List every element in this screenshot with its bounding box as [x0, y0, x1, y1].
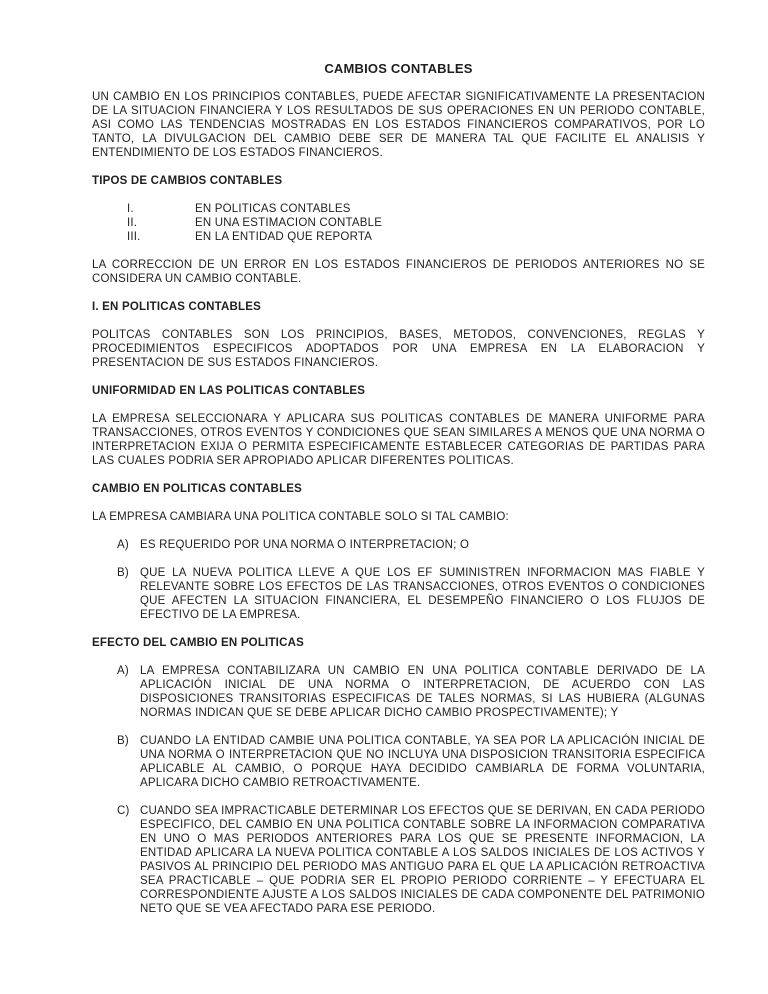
list-item-text: EN UNA ESTIMACION CONTABLE	[195, 217, 383, 229]
list-item-text: ES REQUERIDO POR UNA NORMA O INTERPRETACION; O	[140, 539, 470, 551]
correction-note-paragraph: LA CORRECCION DE UN ERROR EN LOS ESTADOS FINANCIEROS DE PERIODOS ANTERIORES NO SE CONSIDERA UN CAMBIO CONTABLE.	[92, 259, 705, 285]
section-heading-uniformidad: UNIFORMIDAD EN LAS POLITICAS CONTABLES	[92, 385, 366, 397]
list-item	[92, 202, 705, 216]
cambio-lead-paragraph: LA EMPRESA CAMBIARA UNA POLITICA CONTABLE SOLO SI TAL CAMBIO:	[92, 511, 509, 523]
tipos-list	[92, 202, 705, 244]
list-item	[92, 216, 705, 230]
list-marker: III.	[127, 231, 141, 243]
page-title: CAMBIOS CONTABLES	[324, 61, 473, 76]
list-marker: B)	[117, 735, 129, 747]
list-item-text: CUANDO SEA IMPRACTICABLE DETERMINAR LOS EFECTOS QUE SE DERIVAN, EN CADA PERIODO ESPECIFICO, DEL CAMBIO EN UNA POLITICA CONTABLE SOBRE LA INFORMACION COMPARATIVA EN UNO O MAS PERIODOS ANTERIORES PARA LOS QUE SE PRESENTE INFORMACION, LA ENTIDAD APLICARA LA NUEVA POLITICA CONTABLE A LOS SALDOS INICIALES DE LOS ACTIVOS Y PASIVOS AL PRINCIPIO DEL PERIODO MAS ANTIGUO PARA EL QUE LA APLICACIÓN RETROACTIVA SEA PRACTICABLE – QUE PODRIA SER EL PROPIO PERIODO CORRIENTE – Y EFECTUARA EL CORRESPONDIENTE AJUSTE A LOS SALDOS INICIALES DE CADA COMPONENTE DEL PATRIMONIO NETO QUE SE VEA AFECTADO PARA ESE PERIODO.	[140, 805, 705, 915]
list-marker: A)	[117, 665, 129, 677]
list-item	[92, 538, 705, 552]
list-marker: B)	[117, 567, 129, 579]
list-item-text: LA EMPRESA CONTABILIZARA UN CAMBIO EN UNA POLITICA CONTABLE DERIVADO DE LA APLICACIÓN INICIAL DE UNA NORMA O INTERPRETACION, DE ACUERDO CON LAS DISPOSICIONES TRANSITORIAS ESPECIFICAS DE TALES NORMAS, SI LAS HUBIERA (ALGUNAS NORMAS INDICAN QUE SE DEBE APLICAR DICHO CAMBIO PROSPECTIVAMENTE); Y	[140, 665, 705, 719]
uniformidad-paragraph: LA EMPRESA SELECCIONARA Y APLICARA SUS POLITICAS CONTABLES DE MANERA UNIFORME PARA TRANSACCIONES, OTROS EVENTOS Y CONDICIONES QUE SEAN SIMILARES A MENOS QUE UNA NORMA O INTERPRETACION EXIJA O PERMITA ESPECIFICAMENTE ESTABLECER CATEGORIAS DE PARTIDAS PARA LAS CUALES PODRIA SER APROPIADO APLICAR DIFERENTES POLITICAS.	[92, 413, 705, 467]
list-marker: C)	[117, 805, 130, 817]
list-marker: II.	[127, 217, 138, 229]
list-item	[92, 230, 705, 244]
cambio-list	[92, 538, 705, 622]
section-heading-tipos: TIPOS DE CAMBIOS CONTABLES	[92, 175, 283, 187]
politicas-paragraph: POLITCAS CONTABLES SON LOS PRINCIPIOS, BASES, METODOS, CONVENCIONES, REGLAS Y PROCEDIMIENTOS ESPECIFICOS ADOPTADOS POR UNA EMPRESA EN LA ELABORACION Y PRESENTACION DE SUS ESTADOS FINANCIEROS.	[92, 329, 705, 369]
list-item-text: EN LA ENTIDAD QUE REPORTA	[195, 231, 373, 243]
section-heading-politicas: I. EN POLITICAS CONTABLES	[92, 301, 261, 313]
list-item	[92, 734, 705, 790]
efecto-list	[92, 664, 705, 916]
intro-paragraph: UN CAMBIO EN LOS PRINCIPIOS CONTABLES, PUEDE AFECTAR SIGNIFICATIVAMENTE LA PRESENTACION DE LA SITUACION FINANCIERA Y LOS RESULTADOS DE SUS OPERACIONES EN UN PERIODO CONTABLE, ASI COMO LAS TENDENCIAS MOSTRADAS EN LOS ESTADOS FINANCIEROS COMPARATIVOS, POR LO TANTO, LA DIVULGACION DEL CAMBIO DEBE SER DE MANERA TAL QUE FACILITE EL ANALISIS Y ENTENDIMIENTO DE LOS ESTADOS FINANCIEROS.	[92, 91, 705, 159]
section-heading-efecto: EFECTO DEL CAMBIO EN POLITICAS	[92, 637, 304, 649]
list-item	[92, 804, 705, 916]
list-item	[92, 566, 705, 622]
list-item-text: CUANDO LA ENTIDAD CAMBIE UNA POLITICA CONTABLE, YA SEA POR LA APLICACIÓN INICIAL DE UNA NORMA O INTERPRETACION QUE NO INCLUYA UNA DISPOSICION TRANSITORIA ESPECIFICA APLICABLE AL CAMBIO, O PORQUE HAYA DECIDIDO CAMBIARLA DE FORMA VOLUNTARIA, APLICARA DICHO CAMBIO RETROACTIVAMENTE.	[140, 735, 705, 789]
list-item	[92, 664, 705, 720]
list-marker: I.	[127, 203, 134, 215]
section-heading-cambio: CAMBIO EN POLITICAS CONTABLES	[92, 483, 303, 495]
list-marker: A)	[117, 539, 129, 551]
document-content	[92, 62, 705, 930]
list-item-text: QUE LA NUEVA POLITICA LLEVE A QUE LOS EF SUMINISTREN INFORMACION MAS FIABLE Y RELEVANTE SOBRE LOS EFECTOS DE LAS TRANSACCIONES, OTROS EVENTOS O CONDICIONES QUE AFECTEN LA SITUACION FINANCIERA, EL DESEMPEÑO FINANCIERO O LOS FLUJOS DE EFECTIVO DE LA EMPRESA.	[140, 567, 705, 621]
list-item-text: EN POLITICAS CONTABLES	[195, 203, 351, 215]
